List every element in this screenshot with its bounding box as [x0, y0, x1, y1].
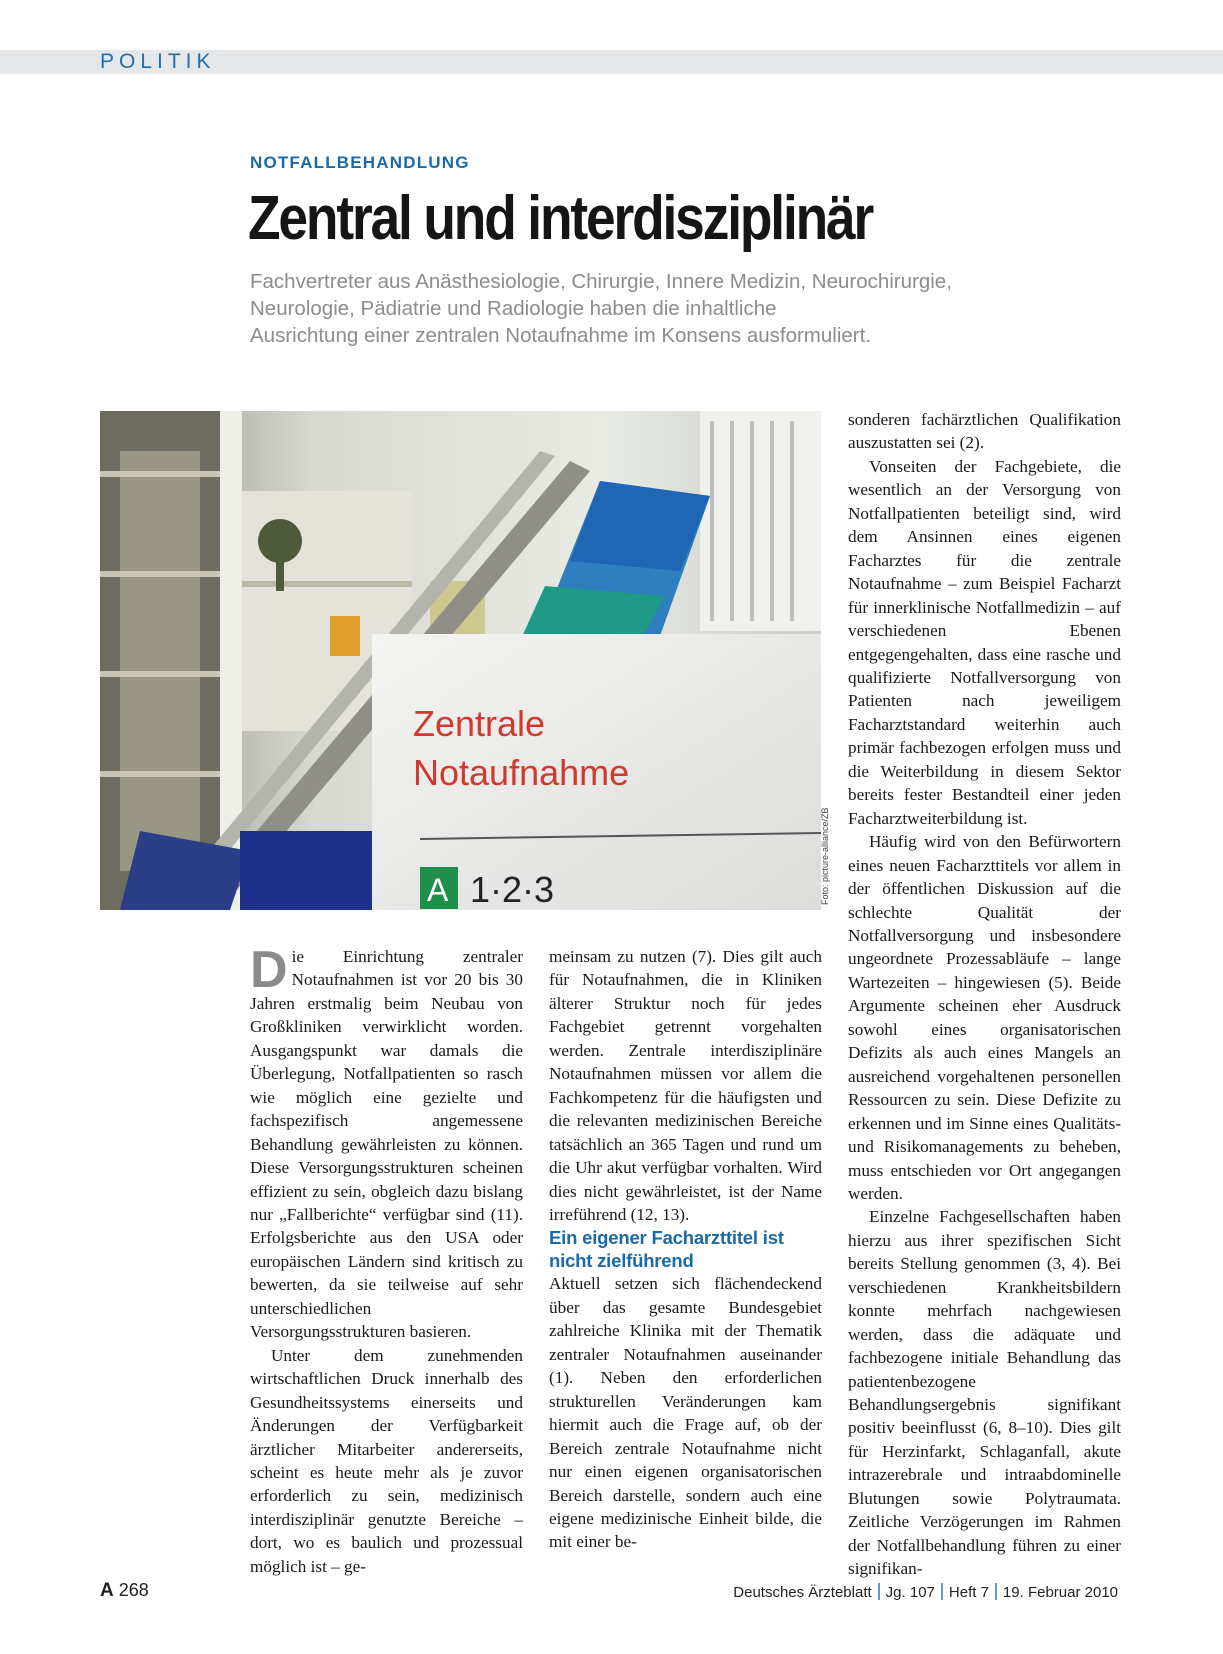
page-number	[100, 1580, 149, 1602]
article-title: Zentral und interdisziplinär	[248, 184, 873, 253]
lead-line: Neurologie, Pädiatrie und Radiologie haben die inhaltliche	[250, 297, 777, 320]
article-kicker: NOTFALLBEHANDLUNG	[250, 153, 470, 172]
article-lead	[250, 268, 1080, 349]
lead-line: Fachvertreter aus Anästhesiologie, Chirurgie, Innere Medizin, Neurochirurgie,	[250, 270, 952, 293]
journal-name: Deutsches Ärzteblatt	[733, 1584, 872, 1601]
lead-line: Ausrichtung einer zentralen Notaufnahme im Konsens ausformuliert.	[250, 324, 872, 347]
drop-cap: D	[250, 941, 288, 999]
paragraph: Einzelne Fachgesellschaften haben hierzu aus ihrer spezifischen Sicht bereits Stellung genommen (3, 4). Bei verschiedenen Krankheitsbildern konnte mehrfach nachgewiesen werden, dass die adäquate und fachbezogene initiale Behandlung das patientenbezogene Behandlungsergebnis signifikant positiv beeinflusst (6, 8–10). Dies gilt für Herzinfarkt, Schlaganfall, akute intrazerebrale und intraabdominelle Blutungen sowie Polytraumata. Zeitliche Verzögerungen im Rahmen der Notfallbehandlung führen zu einer signifikan-	[848, 1207, 1121, 1579]
column-2	[549, 945, 822, 1554]
paragraph	[250, 941, 523, 1344]
column-1	[250, 941, 523, 1578]
photo-credit: Foto: picture-alliance/ZB	[820, 807, 830, 905]
sign-numbers: 1·2·3	[470, 869, 555, 910]
article-photo	[100, 411, 821, 910]
hospital-interior-illustration	[100, 411, 821, 910]
paragraph: Vonseiten der Fachgebiete, die wesentlich an der Versorgung von Notfallpatienten beteiligt sind, wird dem Ansinnen eines eigenen Facharztes für die zentrale Notaufnahme – zum Beispiel Facharzt für innerklinische Notfallmedizin – auf verschiedenen Ebenen entgegengehalten, dass eine rasche und qualifizierte Notfallversorgung von Patienten nach jeweiligem Facharztstandard weiterhin auch primär fachbezogen erfolgen muss und die Weiterbildung in diesem Sektor bereits fester Bestandteil einer jeden Facharztweiterbildung ist.	[848, 456, 1121, 828]
page-prefix: A	[100, 1580, 114, 1601]
paragraph: Aktuell setzen sich flächendeckend über das gesamte Bundesgebiet zahlreiche Klinika mit der Thematik zentraler Notaufnahmen auseinander (1). Neben den erforderlichen strukturellen Veränderungen kam hiermit auch die Frage auf, ob der Bereich zentrale Notaufnahme nicht nur einen eigenen organisatorischen Bereich darstelle, sondern auch eine eigene medizinische Einheit bilde, die mit einer be-	[549, 1274, 822, 1552]
page-number-value: 268	[118, 1580, 149, 1600]
separator	[878, 1583, 880, 1600]
section-label: POLITIK	[100, 50, 216, 73]
paragraph: Unter dem zunehmenden wirtschaftlichen Druck innerhalb des Gesundheitssystems einerseits und Änderungen der Verfügbarkeit ärztlicher Mitarbeiter andererseits, scheint es heute mehr als je zuvor erforderlich zu sein, medizinisch interdisziplinär genutzte Bereiche – dort, wo es baulich und prozessual möglich ist – ge-	[250, 1345, 523, 1576]
separator	[995, 1583, 997, 1600]
journal-info	[733, 1583, 1118, 1601]
journal-volume: Jg. 107	[885, 1584, 935, 1601]
column-3	[848, 408, 1121, 1581]
paragraph: meinsam zu nutzen (7). Dies gilt auch für Notaufnahmen, die in Kliniken älterer Struktur noch für jedes Fachgebiet getrennt vorgehalten werden. Zentrale interdisziplinäre Notaufnahmen müssen vor allem die Fachkompetenz für die häufigsten und die relevanten medizinischen Bereiche tatsächlich an 365 Tagen und rund um die Uhr akut verfügbar vorhalten. Wird dies nicht gewährleistet, ist der Name irreführend (12, 13).	[549, 947, 822, 1224]
journal-date: 19. Februar 2010	[1002, 1584, 1118, 1601]
paragraph: Häufig wird von den Befürwortern eines neuen Facharzttitels vor allem in der öffentlichen Diskussion auf die schlechte Qualität der Notfallversorgung und insbesondere ungeordnete Prozessabläufe – lange Wartezeiten – hingewiesen (5). Beide Argumente scheinen eher Ausdruck sowohl eines organisatorischen Defizits als auch eines Mangels an ausreichend vorgehaltenen personellen Ressourcen zu sein. Diese Defizite zu erkennen und im Sinne eines Qualitäts- und Risikomanagements zu beheben, muss entschieden vor Ort angegangen werden.	[848, 832, 1121, 1203]
paragraph: sonderen fachärztlichen Qualifikation auszustatten sei (2).	[848, 410, 1121, 453]
sign-text: Zentrale	[413, 703, 546, 744]
section-subheading: Ein eigener Facharzttitel ist nicht zielführend	[549, 1227, 784, 1272]
sign-text: Notaufnahme	[413, 752, 630, 793]
journal-issue: Heft 7	[948, 1584, 989, 1601]
paragraph-text: ie Einrichtung zentraler Notaufnahmen ist vor 20 bis 30 Jahren erstmalig beim Neubau von Großkliniken verwirklicht worden. Ausgangspunkt war damals die Überlegung, Notfallpatienten so rasch wie möglich eine gezielte und fachspezifisch angemessene Behandlung gewährleisten zu können. Diese Versorgungsstrukturen scheinen effizient zu sein, obgleich dazu bislang nur „Fallberichte“ verfügbar sind (11). Erfolgsberichte aus den USA oder europäischen Ländern sind kritisch zu bewerten, da sie teilweise auf sehr unterschiedlichen Versorgungsstrukturen basieren.	[250, 947, 523, 1342]
sign-letter: A	[427, 872, 449, 908]
separator	[941, 1583, 943, 1600]
